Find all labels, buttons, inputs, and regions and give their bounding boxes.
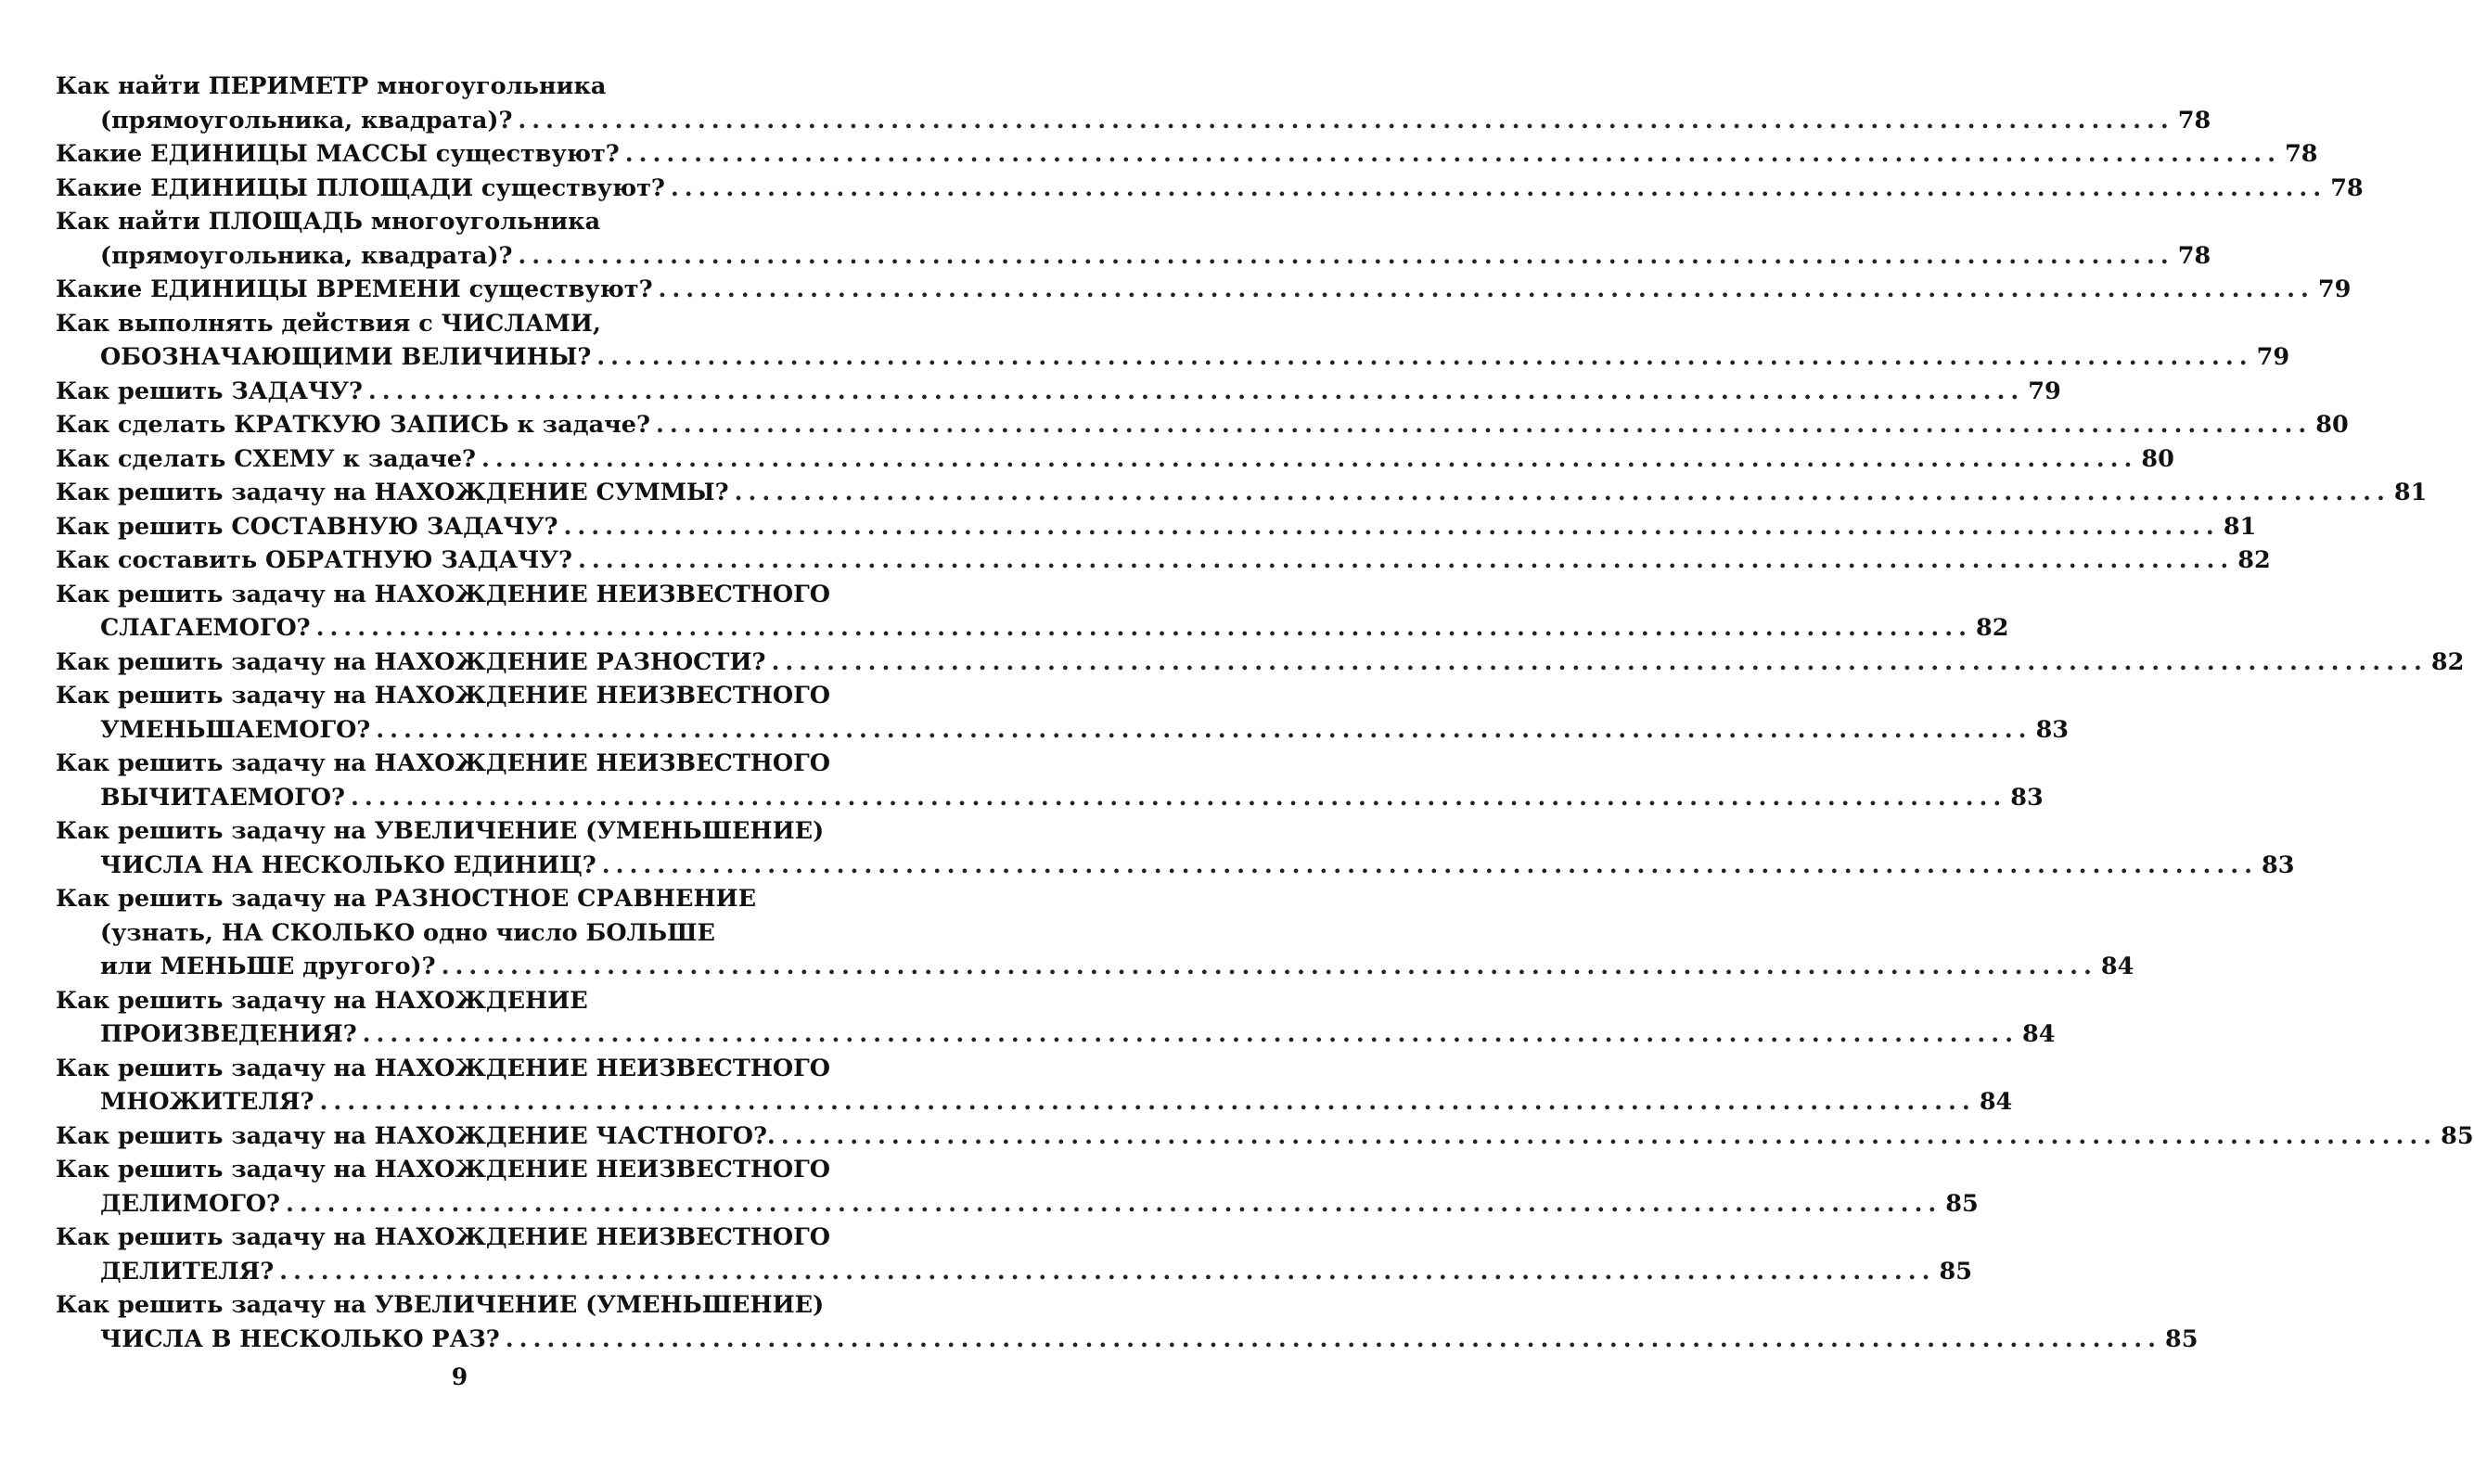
toc-entry-line: [56, 646, 2465, 680]
toc-page-number: 82: [1975, 614, 2009, 642]
toc-entry-line: [56, 1288, 835, 1323]
toc-entry: [56, 544, 2271, 578]
toc-page-number: 81: [2393, 479, 2428, 506]
toc-entry-text: Как найти ПЕРИМЕТР многоугольника: [56, 72, 607, 100]
dot-leader: ........................................................................................................................: [362, 1020, 2019, 1048]
toc-entry-text: Как сделать КРАТКУЮ ЗАПИСЬ к задаче?: [56, 411, 650, 439]
toc-page-number: 80: [2315, 411, 2349, 439]
toc-entry-line: [56, 679, 835, 713]
toc-entry-line: [56, 814, 835, 849]
toc-entry-line: [56, 239, 2211, 274]
toc-page-number: 78: [2330, 173, 2364, 202]
toc-entry-line: [56, 205, 835, 239]
toc-entry-text: ПРОИЗВЕДЕНИЯ?: [100, 1020, 357, 1048]
toc-entry: [56, 476, 2428, 510]
toc-entry-text: (прямоугольника, квадрата)?: [100, 241, 513, 270]
toc-entry: [56, 172, 2364, 206]
toc-entry: [56, 578, 2009, 646]
toc-entry-text: Как решить СОСТАВНУЮ ЗАДАЧУ?: [56, 512, 558, 541]
page-number: 9: [451, 1363, 468, 1390]
dot-leader: ........................................................................................................................: [655, 411, 2313, 439]
toc-entry-text: Как решить задачу на НАХОЖДЕНИЕ: [56, 986, 588, 1015]
toc-entry-line: [56, 781, 2044, 815]
toc-entry: [56, 442, 2174, 477]
toc-page-number: 81: [2223, 512, 2257, 541]
toc-entry-text: МНОЖИТЕЛЯ?: [100, 1088, 314, 1116]
toc-entry-text: (прямоугольника, квадрата)?: [100, 106, 513, 134]
toc-entry: [56, 510, 2257, 544]
toc-entry-line: [56, 611, 2009, 646]
toc-entry: [56, 273, 2352, 307]
dot-leader: ........................................................................................................................: [624, 140, 2282, 168]
toc-entry-line: [56, 510, 2257, 544]
toc-entry-text: Как составить ОБРАТНУЮ ЗАДАЧУ?: [56, 546, 572, 574]
toc-entry: [56, 814, 2295, 882]
dot-leader: ........................................................................................................................: [563, 512, 2220, 541]
toc-entry-text: ВЫЧИТАЕМОГО?: [100, 783, 345, 812]
toc-entry: [56, 1221, 1972, 1288]
toc-entry-line: [56, 307, 835, 341]
toc-page-number: 84: [2022, 1020, 2056, 1048]
toc-entry-line: [56, 1323, 2198, 1357]
dot-leader: ........................................................................................................................: [505, 1324, 2162, 1353]
dot-leader: ........................................................................................................................: [771, 647, 2428, 676]
toc-entry-text: Как сделать СХЕМУ к задаче?: [56, 444, 476, 473]
toc-entry-text: Как решить задачу на УВЕЛИЧЕНИЕ (УМЕНЬШЕНИЕ): [56, 817, 825, 845]
toc-entry-text: Какие ЕДИНИЦЫ ПЛОЩАДИ существуют?: [56, 173, 665, 202]
dot-leader: ........................................................................................................................: [319, 1088, 1976, 1116]
toc-entry-text: ОБОЗНАЧАЮЩИМИ ВЕЛИЧИНЫ?: [100, 343, 592, 371]
toc-page-number: 79: [2028, 377, 2061, 405]
dot-leader: ........................................................................................................................: [670, 173, 2327, 202]
toc-page-number: 85: [2441, 1121, 2474, 1150]
toc-page-number: 78: [2177, 241, 2211, 270]
toc-entry: [56, 984, 2056, 1052]
toc-entry-text: ДЕЛИМОГО?: [100, 1189, 280, 1218]
toc-entry-line: [56, 882, 835, 916]
toc-entry: [56, 679, 2070, 747]
toc-entry: [56, 747, 2044, 814]
toc-entry-text: Как решить задачу на НАХОЖДЕНИЕ СУММЫ?: [56, 479, 729, 506]
toc-entry-line: [56, 340, 2290, 375]
dot-leader: ........................................................................................................................: [780, 1121, 2438, 1150]
toc-entry-text: Как решить задачу на РАЗНОСТНОЕ СРАВНЕНИЕ: [56, 885, 757, 913]
toc-entry: [56, 1288, 2198, 1356]
toc-entry: [56, 1052, 2013, 1119]
toc-entry-line: [56, 984, 835, 1018]
dot-leader: ........................................................................................................................: [658, 275, 2314, 303]
toc-entry-text: СЛАГАЕМОГО?: [100, 614, 311, 642]
toc-entry-line: [56, 1119, 2474, 1154]
toc-entry-line: [56, 1221, 835, 1255]
toc-entry-text: Как решить ЗАДАЧУ?: [56, 377, 363, 405]
toc-entry-line: [56, 578, 835, 612]
toc-entry-text: Как решить задачу на НАХОЖДЕНИЕ НЕИЗВЕСТНОГО: [56, 749, 830, 777]
dot-leader: ........................................................................................................................: [367, 377, 2025, 405]
toc-entry-line: [56, 1255, 1972, 1289]
toc-page-number: 85: [2165, 1324, 2198, 1353]
toc-page-number: 79: [2256, 343, 2290, 371]
toc-page-number: 83: [2262, 851, 2295, 879]
toc-entry-text: Какие ЕДИНИЦЫ ВРЕМЕНИ существуют?: [56, 275, 653, 303]
dot-leader: ........................................................................................................................: [285, 1189, 1942, 1218]
toc-entry: [56, 205, 2211, 273]
toc-entry-line: [56, 849, 2295, 883]
toc-entry-line: [56, 442, 2174, 477]
toc-entry: [56, 137, 2318, 172]
toc-entry-text: ДЕЛИТЕЛЯ?: [100, 1257, 275, 1286]
dot-leader: ........................................................................................................................: [518, 106, 2174, 134]
toc-entry-text: или МЕНЬШЕ другого)?: [100, 953, 436, 980]
toc-page-number: 83: [2010, 783, 2044, 812]
dot-leader: ........................................................................................................................: [441, 953, 2097, 980]
toc-entry-text: ЧИСЛА В НЕСКОЛЬКО РАЗ?: [100, 1324, 500, 1353]
toc-page-number: 80: [2141, 444, 2174, 473]
toc-page-number: 85: [1939, 1257, 1972, 1286]
toc-page-number: 82: [2430, 647, 2465, 676]
dot-leader: ........................................................................................................................: [376, 715, 2032, 744]
toc-entry-text: Как выполнять действия с ЧИСЛАМИ,: [56, 309, 601, 338]
toc-page-number: 82: [2237, 546, 2271, 574]
toc-entry-line: [56, 1052, 835, 1086]
toc-entry-text: Как решить задачу на НАХОЖДЕНИЕ НЕИЗВЕСТНОГО: [56, 1156, 830, 1183]
dot-leader: ........................................................................................................................: [518, 241, 2174, 270]
dot-leader: ........................................................................................................................: [315, 614, 1972, 642]
toc-entry-text: Какие ЕДИНИЦЫ МАССЫ существуют?: [56, 140, 620, 168]
table-of-contents: [56, 70, 2474, 1356]
toc-entry-text: Как решить задачу на НАХОЖДЕНИЕ ЧАСТНОГО?.: [56, 1121, 776, 1150]
toc-entry-line: [56, 1187, 1979, 1222]
toc-page-number: 83: [2035, 715, 2070, 744]
toc-entry-text: УМЕНЬШАЕМОГО?: [100, 715, 371, 744]
toc-entry: [56, 1153, 1979, 1221]
toc-page-number: 84: [2100, 953, 2134, 980]
toc-entry-line: [56, 273, 2352, 307]
toc-entry-line: [56, 1153, 835, 1187]
toc-entry-line: [56, 916, 835, 951]
toc-entry-line: [56, 476, 2428, 510]
toc-entry-line: [56, 70, 835, 104]
toc-entry-text: Как решить задачу на НАХОЖДЕНИЕ НЕИЗВЕСТНОГО: [56, 580, 830, 608]
dot-leader: ........................................................................................................................: [596, 343, 2253, 371]
toc-page-number: 84: [1979, 1088, 2013, 1116]
toc-entry-line: [56, 137, 2318, 172]
toc-entry: [56, 646, 2465, 680]
toc-entry-line: [56, 747, 835, 781]
toc-entry-text: Как решить задачу на УВЕЛИЧЕНИЕ (УМЕНЬШЕНИЕ): [56, 1291, 825, 1319]
toc-entry: [56, 375, 2061, 409]
toc-entry-text: Как решить задачу на НАХОЖДЕНИЕ НЕИЗВЕСТНОГО: [56, 1223, 830, 1251]
toc-entry: [56, 1119, 2474, 1154]
toc-entry-text: Как решить задачу на НАХОЖДЕНИЕ РАЗНОСТИ?: [56, 647, 766, 676]
toc-entry-line: [56, 408, 2349, 442]
toc-entry-line: [56, 104, 2211, 138]
toc-entry-text: (узнать, НА СКОЛЬКО одно число БОЛЬШЕ: [100, 918, 715, 947]
toc-entry-text: ЧИСЛА НА НЕСКОЛЬКО ЕДИНИЦ?: [100, 851, 596, 879]
toc-entry-line: [56, 1017, 2056, 1052]
toc-page-number: 79: [2317, 275, 2352, 303]
toc-entry: [56, 70, 2211, 137]
toc-entry-text: Как решить задачу на НАХОЖДЕНИЕ НЕИЗВЕСТНОГО: [56, 682, 830, 710]
toc-page-number: 85: [1945, 1189, 1979, 1218]
toc-entry-line: [56, 713, 2070, 748]
toc-entry-line: [56, 950, 2134, 984]
dot-leader: ........................................................................................................................: [481, 444, 2138, 473]
toc-page-number: 78: [2177, 106, 2211, 134]
dot-leader: ........................................................................................................................: [577, 546, 2235, 574]
dot-leader: ........................................................................................................................: [734, 479, 2391, 506]
toc-entry: [56, 307, 2290, 375]
toc-entry-line: [56, 1085, 2013, 1119]
toc-entry-text: Как решить задачу на НАХОЖДЕНИЕ НЕИЗВЕСТНОГО: [56, 1054, 830, 1082]
toc-entry-line: [56, 544, 2271, 578]
toc-page-number: 78: [2285, 140, 2318, 168]
toc-entry-text: Как найти ПЛОЩАДЬ многоугольника: [56, 208, 601, 236]
toc-entry: [56, 408, 2349, 442]
toc-entry: [56, 882, 2134, 984]
toc-entry-line: [56, 375, 2061, 409]
dot-leader: ........................................................................................................................: [279, 1257, 1936, 1286]
dot-leader: ........................................................................................................................: [350, 783, 2007, 812]
dot-leader: ........................................................................................................................: [601, 851, 2259, 879]
toc-entry-line: [56, 172, 2364, 206]
